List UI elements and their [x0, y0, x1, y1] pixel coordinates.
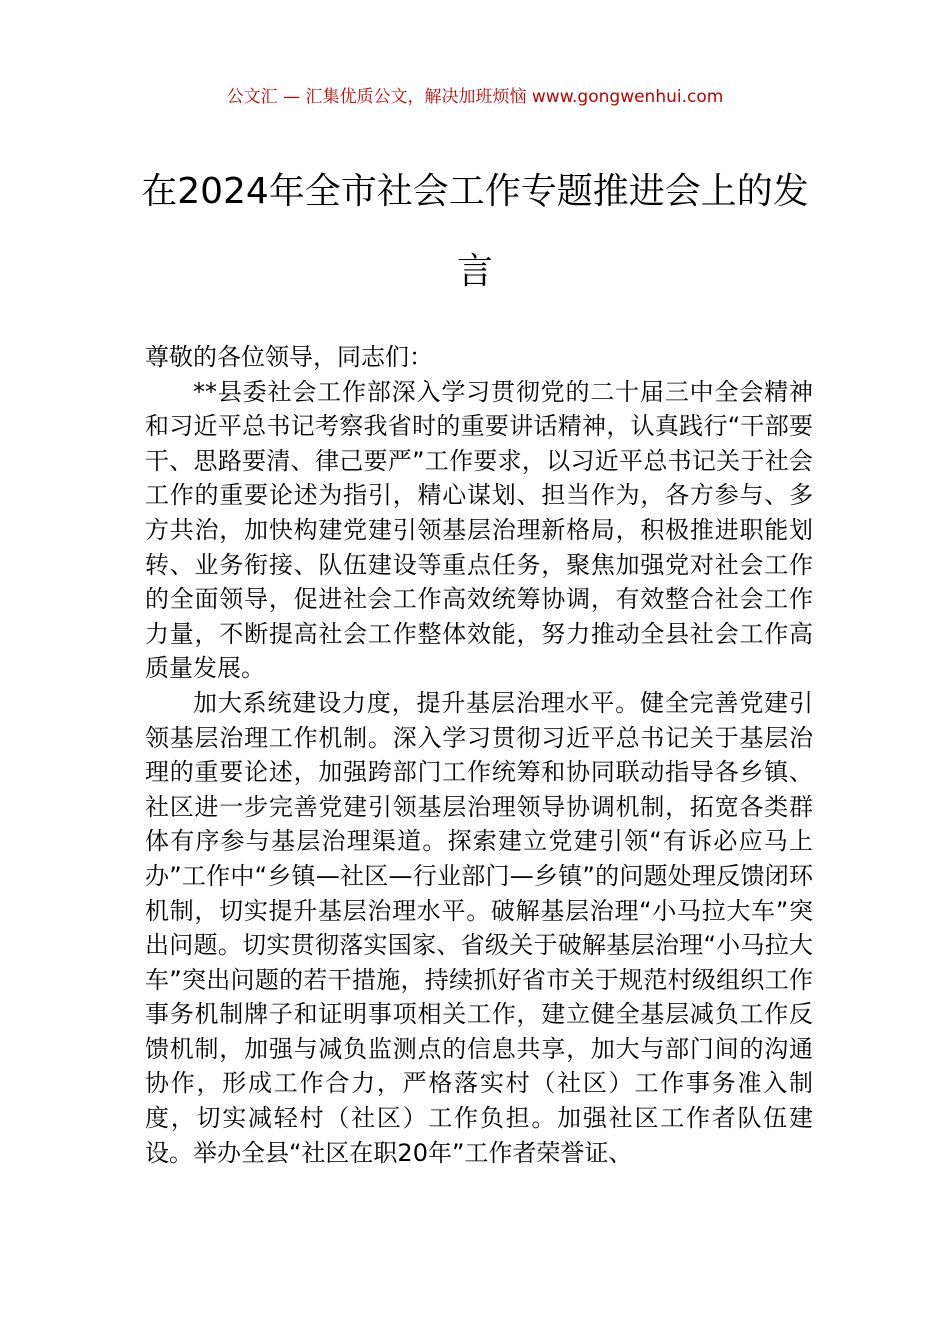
salutation: 尊敬的各位领导，同志们： [145, 343, 433, 371]
document-body [145, 340, 813, 1170]
paragraph-system-building: 加大系统建设力度，提升基层治理水平。健全完善党建引领基层治理工作机制。深入学习贯彻习近平总书记关于基层治理的重要论述，加强跨部门工作统筹和协同联动指导各乡镇、社区进一步完善党建引领基层治理领导协调机制，拓宽各类群体有序参与基层治理渠道。探索建立党建引领“有诉必应马上办”工作中“乡镇—社区—行业部门—乡镇”的问题处理反馈闭环机制，切实提升基层治理水平。破解基层治理“小马拉大车”突出问题。切实贯彻落实国家、省级关于破解基层治理“小马拉大车”突出问题的若干措施，持续抓好省市关于规范村级组织工作事务机制牌子和证明事项相关工作，建立健全基层减负工作反馈机制，加强与减负监测点的信息共享，加大与部门间的沟通协作，形成工作合力，严格落实村（社区）工作事务准入制度，切实减轻村（社区）工作负担。加强社区工作者队伍建设。举办全县“社区在职20年”工作者荣誉证、 [145, 688, 813, 1167]
website-banner: 公文汇 — 汇集优质公文，解决加班烦恼 www.gongwenhui.com [226, 87, 724, 107]
document-title: 在2024年全市社会工作专题推进会上的发言 [141, 171, 809, 292]
paragraph-intro: **县委社会工作部深入学习贯彻党的二十届三中全会精神和习近平总书记考察我省时的重要讲话精神，认真践行“干部要干、思路要清、律己要严”工作要求，以习近平总书记关于社会工作的重要论述为指引，精心谋划、担当作为，各方参与、多方共治，加快构建党建引领基层治理新格局，积极推进职能划转、业务衔接、队伍建设等重点任务，聚焦加强党对社会工作的全面领导，促进社会工作高效统筹协调，有效整合社会工作力量，不断提高社会工作整体效能，努力推动全县社会工作高质量发展。 [145, 377, 813, 683]
